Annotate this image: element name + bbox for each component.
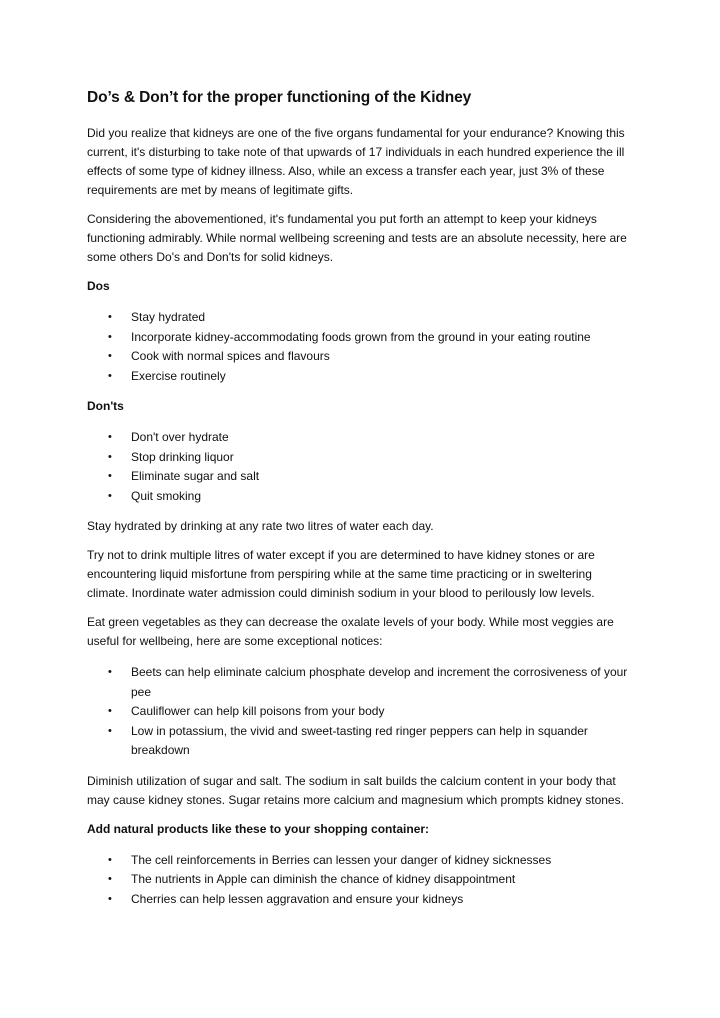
document-title: Do’s & Don’t for the proper functioning of the Kidney: [87, 89, 472, 106]
list-item: [87, 448, 636, 468]
donts-list: [87, 428, 636, 506]
intro-paragraph-1: Did you realize that kidneys are one of the five organs fundamental for your endurance? Knowing this current, it's disturbing to take note of that upwards of 17 individuals in each hundred experience the ill effects of some type of kidney illness. Also, while an excess a transfer each year, just 3% of these requirements are met by means of legitimate gifts.: [87, 126, 625, 197]
list-item-text: Stop drinking liquor: [131, 449, 234, 464]
hydrate-paragraph: Stay hydrated by drinking at any rate two litres of water each day.: [87, 519, 434, 533]
list-item-text: Low in potassium, the vivid and sweet-tasting red ringer peppers can help in squander breakdown: [131, 723, 588, 757]
list-item: [87, 328, 636, 348]
dos-list: [87, 308, 636, 386]
bullet-icon: •: [108, 470, 112, 482]
list-item-text: Cauliflower can help kill poisons from your body: [131, 704, 385, 718]
veggie-list: [87, 663, 636, 761]
list-item-text: Cherries can help lessen aggravation and ensure your kidneys: [131, 891, 464, 906]
bullet-icon: •: [108, 369, 112, 382]
list-item-text: Beets can help eliminate calcium phosphate develop and increment the corrosiveness of your pee: [131, 665, 628, 699]
bullet-icon: •: [108, 853, 112, 866]
list-item: [87, 663, 636, 702]
fruit-list: [87, 851, 636, 910]
list-item-text: The nutrients in Apple can diminish the chance of kidney disappointment: [131, 872, 516, 886]
list-item: [87, 428, 636, 448]
list-item: [87, 851, 636, 871]
fruits-heading: Add natural products like these to your shopping container:: [87, 821, 430, 836]
list-item-text: Cook with normal spices and flavours: [131, 349, 330, 363]
list-item-text: Exercise routinely: [131, 368, 226, 383]
bullet-icon: •: [108, 892, 112, 905]
dos-heading: Dos: [87, 279, 110, 293]
list-item: [87, 722, 636, 761]
bullet-icon: •: [108, 311, 112, 323]
list-item: [87, 347, 636, 367]
sugar-paragraph: Diminish utilization of sugar and salt. The sodium in salt builds the calcium content in your body that may cause kidney stones. Sugar retains more calcium and magnesium which prompts kidney stones.: [87, 773, 624, 807]
bullet-icon: •: [108, 431, 112, 443]
list-item: [87, 487, 636, 507]
list-item: [87, 870, 636, 890]
list-item: [87, 890, 636, 910]
bullet-icon: •: [108, 489, 112, 502]
list-item: [87, 467, 636, 487]
list-item-text: Eliminate sugar and salt: [131, 469, 260, 483]
bullet-icon: •: [108, 350, 112, 362]
bullet-icon: •: [108, 705, 112, 717]
list-item: [87, 308, 636, 328]
bullet-icon: •: [108, 450, 112, 463]
bullet-icon: •: [108, 666, 112, 678]
list-item-text: The cell reinforcements in Berries can lessen your danger of kidney sicknesses: [131, 852, 552, 867]
greens-paragraph: Eat green vegetables as they can decrease the oxalate levels of your body. While most veggies are useful for wellbeing, here are some exceptional notices:: [87, 615, 614, 648]
list-item-text: Stay hydrated: [131, 310, 206, 324]
bullet-icon: •: [108, 330, 112, 343]
bullet-icon: •: [108, 873, 112, 885]
donts-heading: Don'ts: [87, 399, 124, 413]
list-item-text: Quit smoking: [131, 488, 202, 503]
list-item-text: Incorporate kidney-accommodating foods grown from the ground in your eating routine: [131, 329, 591, 344]
list-item: [87, 367, 636, 387]
list-item-text: Don't over hydrate: [131, 430, 229, 444]
intro-paragraph-2: Considering the abovementioned, it's fundamental you put forth an attempt to keep your kidneys functioning admirably. While normal wellbeing screening and tests are an absolute necessity, here are some others Do's and Don'ts for solid kidneys.: [87, 212, 627, 264]
bullet-icon: •: [108, 724, 112, 737]
water-paragraph: Try not to drink multiple litres of water except if you are determined to have kidney stones or are encountering liquid misfortune from perspiring while at the same time practicing or in sweltering climate. Inordinate water admission could diminish sodium in your blood to perilously low levels.: [87, 548, 595, 600]
list-item: [87, 702, 636, 722]
